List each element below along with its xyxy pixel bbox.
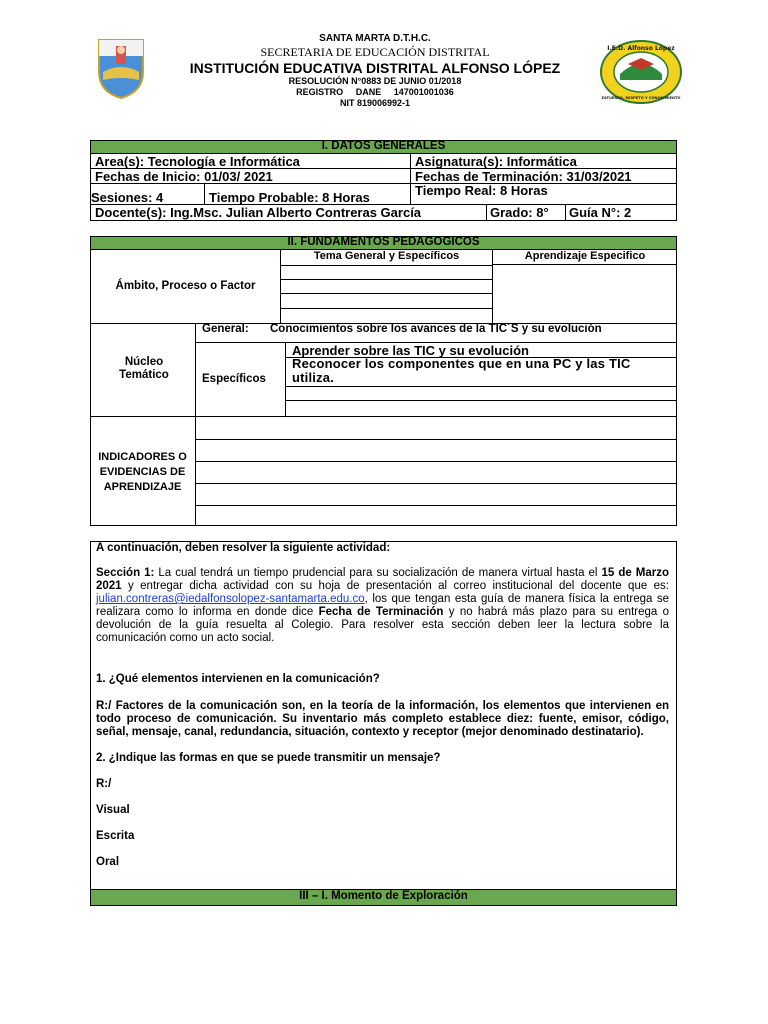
header-institution: INSTITUCIÓN EDUCATIVA DISTRITAL ALFONSO LÓPEZ [189,60,561,76]
header-secretary: SECRETARIA DE EDUCACIÓN DISTRITAL [260,45,490,59]
docente-email-link[interactable]: julian.contreras@iedalfonsolopez-santamarta.edu.co [96,593,365,605]
fecha-inicio-field: Fechas de Inicio: 01/03/ 2021 [95,169,273,184]
seccion-text-2: y entregar dicha actividad con su hoja de presentación al correo institucional del docente que es: [128,580,669,592]
indicadores-label: INDICADORES O EVIDENCIAS DE APRENDIZAJE [98,451,187,493]
seccion-1-paragraph [96,567,669,645]
general-label: General: [202,323,249,335]
header-registro [140,87,610,97]
header-resolution: RESOLUCIÓN N°0883 DE JUNIO 01/2018 [288,76,462,86]
fecha-terminacion-ref: Fecha de Terminación [318,606,444,618]
guia-field: Guía N°: 2 [569,205,632,220]
question-1: 1. ¿Qué elementos intervienen en la comunicación? [96,673,380,685]
fecha-limite: 15 de Marzo 2021 [96,567,670,592]
seal-top-text: I.E.D. Alfonso López [607,45,675,52]
seccion-label: Sección 1: [96,567,155,579]
especifico-2: Reconocer los componentes que en una PC y las TIC utiliza. [292,356,631,385]
seal-bottom-text: ESFUERZO, RESPETO Y CONOCIMIENTO [601,96,681,100]
dane-label: DANE [355,87,382,97]
dane-number: 147001001036 [393,87,454,97]
seccion-text-4: y no habrá más plazo para su entrega o devolución de la guía resuelta al Colegio. Para resolver esta sección deben leer la lectura sobre la comunicación como un acto social. [96,606,670,644]
exploracion-title: III – I. Momento de Exploración [299,890,468,902]
datos-generales-title: I. DATOS GENERALES [321,140,446,152]
fundamentos-title: II. FUNDAMENTOS PEDAGOGICOS [287,236,480,248]
forma-visual: Visual [96,804,130,816]
right-school-seal [600,40,682,104]
forma-escrita: Escrita [96,830,135,842]
general-text: Conocimientos sobre los avances de la TIC´S y su evolución [270,323,602,335]
seccion-text-3: , los que tengan esta guía de manera física la entrega se realizara como lo informa en donde dice [96,593,669,618]
answer-1: R:/ Factores de la comunicación son, en la teoría de la información, los elementos que intervienen en todo proceso de comunicación. Su inventario más completo establece diez: fuente, emisor, código, señal, mensaje, canal, redundancia, situación, contexto y receptor (mejor denominado destinatario). [96,700,669,738]
actividad-intro: A continuación, deben resolver la siguiente actividad: [96,542,391,554]
aprendizaje-header: Aprendizaje Especifico [524,250,646,262]
especifico-1: Aprender sobre las TIC y su evolución [292,343,529,358]
especificos-label: Específicos [202,373,266,385]
tema-header: Tema General y Específicos [313,250,460,262]
docente-field: Docente(s): Ing.Msc. Julian Alberto Contreras García [95,205,422,220]
nucleo-label: Núcleo Temático [119,356,169,381]
registro-label: REGISTRO [296,87,344,97]
header-nit: NIT 819006992-1 [339,98,411,108]
question-2: 2. ¿Indique las formas en que se puede transmitir un mensaje? [96,752,441,764]
answer-2-label: R:/ [96,778,112,790]
ambito-label: Ámbito, Proceso o Factor [115,280,256,292]
forma-oral: Oral [96,856,120,868]
tiempo-probable-field: Tiempo Probable: 8 Horas [209,190,370,205]
area-field: Area(s): Tecnología e Informática [95,154,300,169]
header-city: SANTA MARTA D.T.H.C. [319,33,431,44]
grado-field: Grado: 8° [490,205,549,220]
sesiones-field: Sesiones: 4 [91,190,164,205]
seccion-text-1: La cual tendrá un tiempo prudencial para su socialización de manera virtual hasta el [158,567,598,579]
tiempo-real-field: Tiempo Real: 8 Horas [415,183,548,198]
fecha-terminacion-field: Fechas de Terminación: 31/03/2021 [415,169,632,184]
asignatura-field: Asignatura(s): Informática [415,154,577,169]
